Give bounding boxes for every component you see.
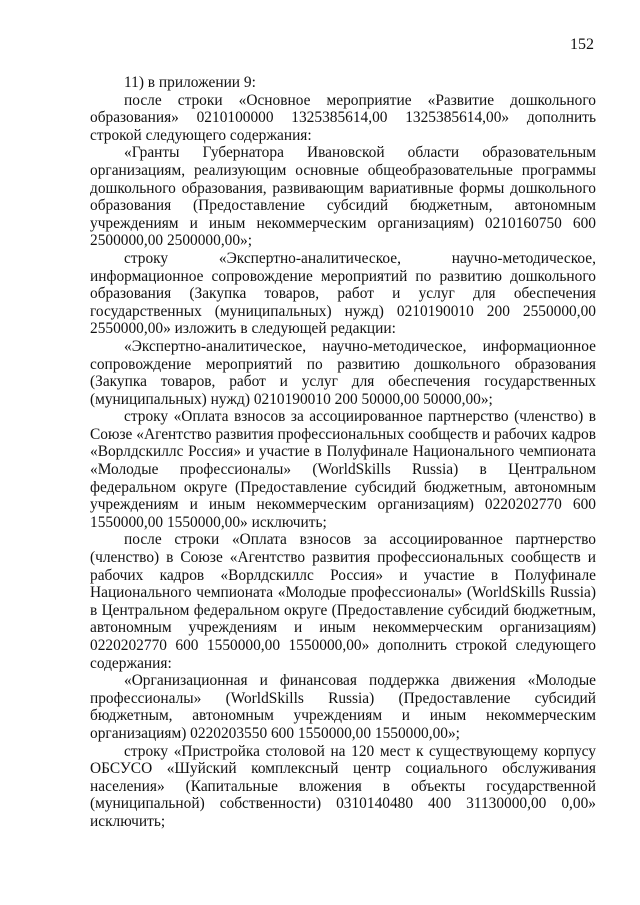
paragraph-worldskills-support: «Организационная и финансовая поддержка движения «Молодые профессионалы» (WorldSkills Russia) (Предоставление субсидий бюджетным, автономным учреждениям и иным некоммерческим организациям) 0220203550 600 1550000,00 1550000,00»; xyxy=(90,672,596,742)
paragraph-after-worldskills: после строки «Оплата взносов за ассоциированное партнерство (членство) в Союзе «Агентство развития профессиональных сообществ и рабочих кадров «Ворлдскиллс Россия» и участие в Полуфинале Национального чемпионата «Молодые профессионалы» (WorldSkills Russia) в Центральном федеральном округе (Предоставление субсидий бюджетным, автономным учреждениям и иным некоммерческим организациям) 0220202770 600 1550000,00 1550000,00» дополнить строкой следующего содержания: xyxy=(90,531,596,672)
paragraph-worldskills-exclude: строку «Оплата взносов за ассоциированное партнерство (членство) в Союзе «Агентство развития профессиональных сообществ и рабочих кадров «Ворлдскиллс Россия» и участие в Полуфинале Национального чемпионата «Молодые профессионалы» (WorldSkills Russia) в Центральном федеральном округе (Предоставление субсидий бюджетным, автономным учреждениям и иным некоммерческим организациям) 0220202770 600 1550000,00 1550000,00» исключить; xyxy=(90,408,596,531)
document-body xyxy=(90,74,596,831)
paragraph-item-heading: 11) в приложении 9: xyxy=(124,74,256,91)
paragraph-after-basic-measure: после строки «Основное мероприятие «Развитие дошкольного образования» 0210100000 1325385614,00 1325385614,00» дополнить строкой следующего содержания: xyxy=(90,91,596,144)
page-number: 152 xyxy=(570,36,594,53)
paragraph-governor-grants: «Гранты Губернатора Ивановской области образовательным организациям, реализующим основные общеобразовательные программы дошкольного образования, развивающим вариативные формы дошкольного образования (Предоставление субсидий бюджетным, автономным учреждениям и иным некоммерческим организациям) 0210160750 600 2500000,00 2500000,00»; xyxy=(90,144,596,250)
paragraph-expert-support-old: строку «Экспертно-аналитическое, научно-методическое, информационное сопровождение мероприятий по развитию дошкольного образования (Закупка товаров, работ и услуг для обеспечения государственных (муниципальных) нужд) 0210190010 200 2550000,00 2550000,00» изложить в следующей редакции: xyxy=(90,249,596,338)
paragraph-expert-support-new: «Экспертно-аналитическое, научно-методическое, информационное сопровождение мероприятий по развитию дошкольного образования (Закупка товаров, работ и услуг для обеспечения государственных (муниципальных) нужд) 0210190010 200 50000,00 50000,00»; xyxy=(90,337,596,408)
paragraph-canteen-exclude: строку «Пристройка столовой на 120 мест к существующему корпусу ОБСУСО «Шуйский комплексный центр социального обслуживания населения» (Капитальные вложения в объекты государственной (муниципальной) собственности) 0310140480 400 31130000,00 0,00» исключить; xyxy=(90,742,596,830)
